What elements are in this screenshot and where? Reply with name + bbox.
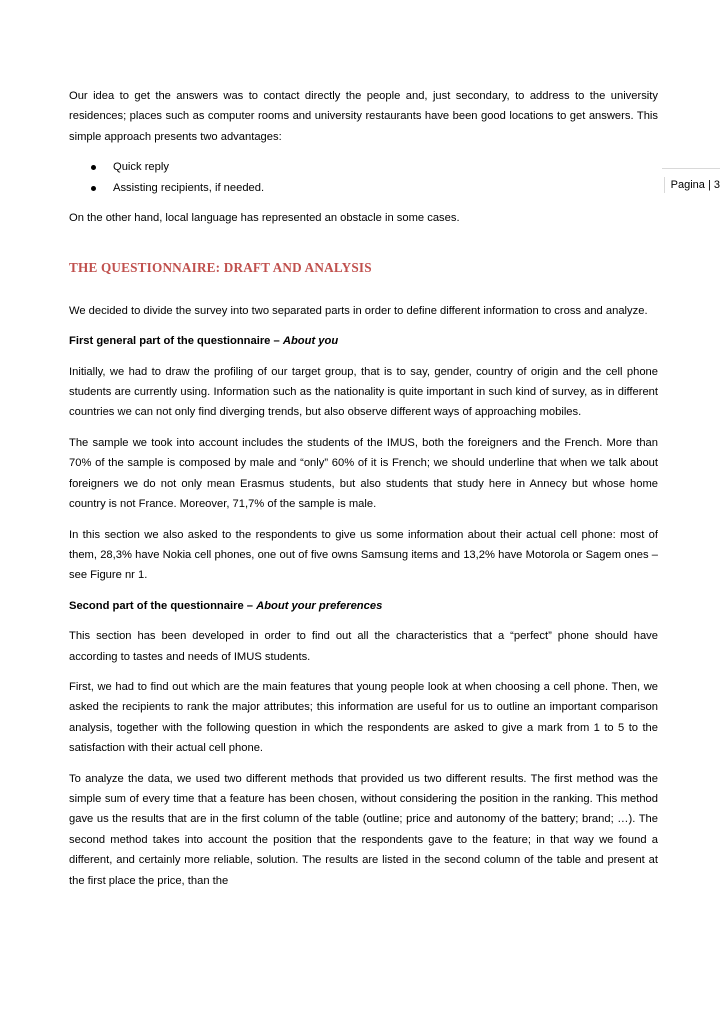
list-item: Quick reply xyxy=(69,157,658,177)
subheading-preferences: Second part of the questionnaire – About your preferences xyxy=(69,599,383,612)
paragraph-methods: To analyze the data, we used two different methods that provided us two different results. The first method was the simple sum of every time that a feature has been chosen, without considering the position in the ranking. This method gave us the results that are in the first column of the table (outline; price and autonomy of the battery; brand; …). The second method takes into account the position that the respondents gave to the feature; in that way we found a different, and certainly more reliable, solution. The results are listed in the second column of the table and present at the first place the price, than the xyxy=(69,772,658,887)
paragraph-cell-phones: In this section we also asked to the respondents to give us some information about their actual cell phone: most of them, 28,3% have Nokia cell phones, one out of five owns Samsung items and 13,2% have Motorola or Sagem ones – see Figure nr 1. xyxy=(69,528,658,582)
bullet-icon xyxy=(91,186,96,191)
paragraph-features: First, we had to find out which are the main features that young people look at when choosing a cell phone. Then, we asked the recipients to rank the major attributes; this information are useful for us to outline an important comparison analysis, together with the following question in which the respondents are asked to give a mark from 1 to 5 to the satisfaction with their actual cell phone. xyxy=(69,680,658,755)
section-heading: THE QUESTIONNAIRE: DRAFT AND ANALYSIS xyxy=(69,260,372,276)
paragraph-language: On the other hand, local language has represented an obstacle in some cases. xyxy=(69,212,460,225)
bullet-icon xyxy=(91,165,96,170)
paragraph-profiling: Initially, we had to draw the profiling of our target group, that is to say, gender, country of origin and the cell phone students are currently using. Information such as the nationality is quite important in such kind of survey, as in different countries we can not only find diverging trends, but also observe different ways of approaching mobiles. xyxy=(69,365,658,419)
paragraph-perfect-phone: This section has been developed in order to find out all the characteristics that a “perfect” phone should have according to tastes and needs of IMUS students. xyxy=(69,630,658,663)
advantages-list xyxy=(69,157,658,198)
paragraph-survey-parts: We decided to divide the survey into two separated parts in order to define different information to cross and analyze. xyxy=(69,304,648,317)
list-item: Assisting recipients, if needed. xyxy=(69,178,658,198)
document-body xyxy=(69,86,658,901)
paragraph-approach: Our idea to get the answers was to contact directly the people and, just secondary, to address to the university residences; places such as computer rooms and university restaurants have been good locations to get answers. This simple approach presents two advantages: xyxy=(69,90,658,143)
page-number-label: Pagina | 3 xyxy=(664,177,720,193)
subheading-about-you: First general part of the questionnaire – About you xyxy=(69,335,339,348)
paragraph-sample: The sample we took into account includes the students of the IMUS, both the foreigners and the French. More than 70% of the sample is composed by male and “only” 60% of it is French; we should underline that when we talk about foreigners we do not only mean Erasmus students, but also students that study here in Annecy but whose home country is not France. Moreover, 71,7% of the sample is male. xyxy=(69,436,658,511)
